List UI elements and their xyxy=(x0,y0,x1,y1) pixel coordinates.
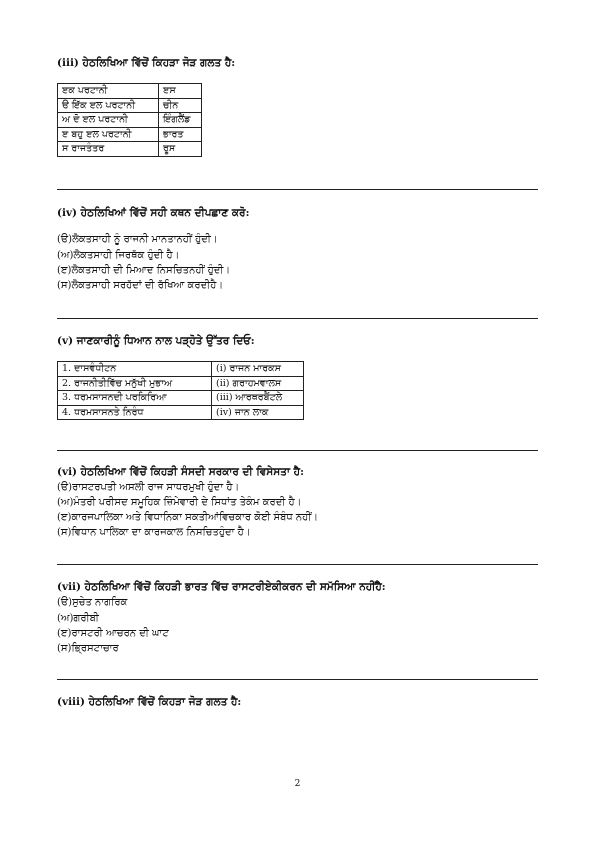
option-b: (ਅ)ਲੋਕਤਸਾਹੀ ਜਿਰਥੱਕ ਹੁੰਦੀ ਹੈ। xyxy=(57,250,180,261)
question-v-table xyxy=(57,361,304,420)
table-cell: ੲਸ xyxy=(159,84,202,99)
section-divider xyxy=(57,679,538,680)
table-cell: (iii) ਆਰਥਰਬੈਂਟਲੇ xyxy=(212,391,304,406)
table-cell: (iv) ਜਾਨ ਲਾਕ xyxy=(212,405,304,420)
option-c: (ੲ)ਰਾਸਟਰੀ ਆਚਰਨ ਦੀ ਘਾਟ xyxy=(57,628,169,639)
table-row xyxy=(58,405,304,420)
option-a: (ੳ)ਰਾਸਟਰਪਤੀ ਅਸਲੀ ਰਾਜ ਸਾਧਰਮੁਖੀ ਹੁੰਦਾ ਹੈ। xyxy=(57,482,240,493)
question-iii-title: (iii) ਹੇਠਲਿਖਿਆ ਵਿੱਚੋਂ ਕਿਹੜਾ ਜੋੜ ਗਲਤ ਹੈ: xyxy=(57,57,236,69)
table-cell: ਸ ਰਾਜਤੰਤਰ xyxy=(58,142,159,157)
table-row xyxy=(58,98,202,113)
section-divider xyxy=(57,189,538,190)
table-row xyxy=(58,142,202,157)
question-v-title: (v) ਜਾਣਕਾਰੀਨੂੰ ਧਿਆਨ ਨਾਲ ਪੜ੍ਹੋਤੇ ਉੱਤਰ ਦਿਓ: xyxy=(57,335,255,347)
table-cell: ਭਾਰਤ xyxy=(159,127,202,142)
table-cell: ਚੀਨ xyxy=(159,98,202,113)
table-cell: ੳ ਇੱਕ ੲਲ ਪਰਟਾਨੀ xyxy=(58,98,159,113)
table-row xyxy=(58,84,202,99)
option-d: (ਸ)ਲੋਕਤਸਾਹੀ ਸਰਹੱਦਾਂ ਦੀ ਰੱਖਿਆ ਕਰਦੀਹੈ। xyxy=(57,280,224,291)
question-vi-title: (vi) ਹੇਠਲਿਖਿਆ ਵਿੱਚੋਂ ਕਿਹੜੀ ਸੰਸਦੀ ਸਰਕਾਰ ਦੀ ਵਿਸੇਸਤਾ ਹੈ: xyxy=(57,466,304,478)
question-viii-title: (viii) ਹੇਠਲਿਖਿਆ ਵਿੱਚੋਂ ਕਿਹੜਾ ਜੋੜ ਗਲਤ ਹੈ: xyxy=(57,696,242,708)
option-c: (ੲ)ਕਾਰਜਪਾਲਿਕਾ ਅਤੇ ਵਿਧਾਨਿਕਾ ਸਕਤੀਆਂਵਿਚਕਾਰ ਕੋਈ ਸੰਬੰਧ ਨਹੀਂ। xyxy=(57,512,319,523)
section-divider xyxy=(57,450,538,451)
table-cell: 3. ਧਰਮਸਾਸਨਦੀ ਪਰਕਿਰਿਆ xyxy=(58,391,212,406)
table-cell: ਰੂਸ xyxy=(159,142,202,157)
table-row xyxy=(58,127,202,142)
option-b: (ਅ)ਮੰਤਰੀ ਪਰੀਸਦ ਸਮੂਹਿਕ ਜ਼ਿੰਮੇਵਾਰੀ ਦੇ ਸਿਧਾਂਤ ਤੇਕੰਮ ਕਰਦੀ ਹੈ। xyxy=(57,497,302,508)
option-b: (ਅ)ਗਰੀਬੀ xyxy=(57,613,99,624)
table-cell: ੲ ਬਹੁ ੲਲ ਪਰਟਾਨੀ xyxy=(58,127,159,142)
option-d: (ਸ)ਵਿਧਾਨ ਪਾਲਿਕਾ ਦਾ ਕਾਰਜਕਾਲ ਨਿਸਚਿਤਹੁੰਦਾ ਹੈ। xyxy=(57,527,251,538)
section-divider xyxy=(57,564,538,565)
table-row xyxy=(58,376,304,391)
table-cell: 2. ਰਾਜਨੀਤੀਵਿੱਚ ਮਨੁੱਖੀ ਮੁਭਾਅ xyxy=(58,376,212,391)
option-d: (ਸ)ਭ੍ਰਿਸਟਾਚਾਰ xyxy=(57,643,119,654)
question-iii-table xyxy=(57,83,202,157)
table-row xyxy=(58,391,304,406)
question-vii-title: (vii) ਹੇਠਲਿਖਿਆ ਵਿੱਚੋਂ ਕਿਹੜੀ ਭਾਰਤ ਵਿੱਚ ਰਾਸਟਰੀਏਕੀਕਰਨ ਦੀ ਸਮੱਸਿਆ ਨਹੀਂਹੈ: xyxy=(57,581,386,593)
table-cell: ੲਕ ਪਰਟਾਨੀ xyxy=(58,84,159,99)
table-cell: ਇੰਗਲੈਂਡ xyxy=(159,113,202,128)
table-cell: 4. ਧਰਮਸਾਸਨਤੇ ਨਿਰੰਧ xyxy=(58,405,212,420)
option-a: (ੳ)ਲੋਕਤਸਾਹੀ ਨੂੰ ਰਾਜਨੀ ਮਾਨਤਾਨਹੀਂ ਹੁੰਦੀ। xyxy=(57,234,218,245)
table-cell: 1. ਦਾਸਵੰਧੀਟਨ xyxy=(58,362,212,377)
table-cell: (i) ਰਾਜਨ ਮਾਰਕਸ xyxy=(212,362,304,377)
option-a: (ੳ)ਸੁਚੇਤ ਨਾਗਰਿਕ xyxy=(57,597,128,608)
question-iv-title: (iv) ਹੇਠਲਿਖਿਆਂ ਵਿੱਚੋਂ ਸਹੀ ਕਥਨ ਦੀਪਛਾਣ ਕਰੋ: xyxy=(57,207,250,219)
table-cell: ਅ ਦੋ ੲਲ ਪਰਟਾਨੀ xyxy=(58,113,159,128)
table-row xyxy=(58,362,304,377)
table-cell: (ii) ਗਰਾਹਮਵਾਲਸ xyxy=(212,376,304,391)
page-number: 2 xyxy=(294,779,301,789)
option-c: (ੲ)ਲੋਕਤਸਾਹੀ ਦੀ ਮਿਆਦ ਨਿਸਚਿਤਨਹੀਂ ਹੁੰਦੀ। xyxy=(57,265,231,276)
section-divider xyxy=(57,318,538,319)
table-row xyxy=(58,113,202,128)
